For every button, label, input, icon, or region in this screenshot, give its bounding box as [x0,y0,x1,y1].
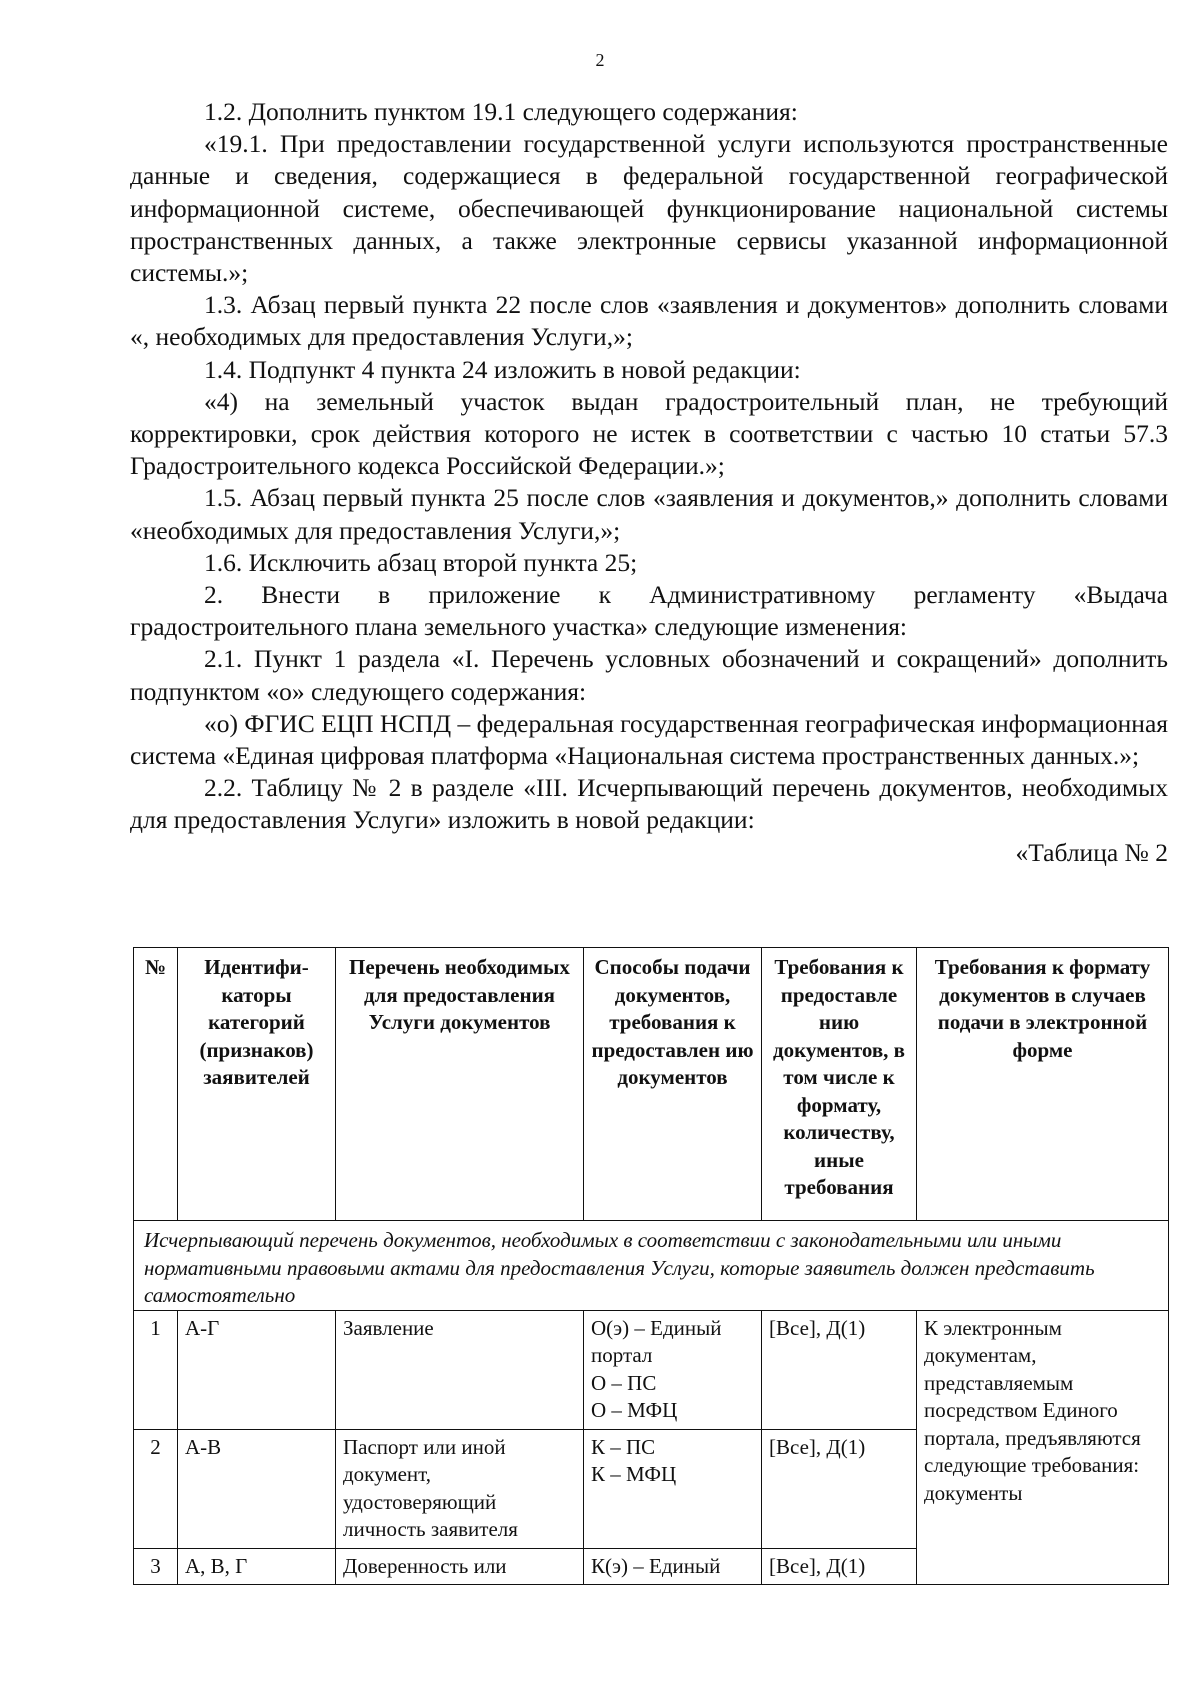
table-header-row [134,948,1169,1221]
row-document: Доверенность или [336,1548,584,1585]
header-requirements: Требования к предоставле нию документов, в том числе к формату, количеству, иные требования [762,948,917,1221]
paragraph-1-6: 1.6. Исключить абзац второй пункта 25; [204,547,638,577]
method-line: К(э) – Единый [591,1553,721,1578]
paragraph-1-5: 1.5. Абзац первый пункта 25 после слов «заявления и документов,» дополнить словами «необходимых для предоставления Услуги,»; [130,483,1168,545]
row-categories: А-В [178,1429,336,1548]
row-number: 1 [134,1310,178,1429]
row-categories: А, В, Г [178,1548,336,1585]
method-line: О – МФЦ [591,1398,678,1422]
method-line: К – МФЦ [591,1462,677,1486]
method-line: О(э) – Единый портал [591,1315,722,1367]
method-line: К – ПС [591,1434,656,1459]
row-methods [584,1548,762,1585]
row-document: Заявление [336,1310,584,1429]
row-methods [584,1310,762,1429]
header-electronic-format: Требования к формату документов в случаев подачи в электронной форме [917,948,1169,1221]
electronic-format-requirements: К электронным документам, представляемым посредством Единого портала, предъявляются следующие требования: документы [917,1310,1169,1585]
paragraph-19-1: «19.1. При предоставлении государственной услуги используются пространственные данные и сведения, содержащиеся в федеральной государственной географической информационной системе, обеспечивающей функционирование национальной системы пространственных данных, а также электронные сервисы указанной информационной системы.»; [130,129,1168,288]
paragraph-1-2: 1.2. Дополнить пунктом 19.1 следующего содержания: [204,97,798,126]
row-requirements: [Все], Д(1) [762,1310,917,1429]
header-documents: Перечень необходимых для предоставления Услуги документов [336,948,584,1221]
header-submission-methods: Способы подачи документов, требования к предоставлен ию документов [584,948,762,1221]
paragraph-1-4: 1.4. Подпункт 4 пункта 24 изложить в новой редакции: [204,354,801,384]
row-methods [584,1429,762,1548]
paragraph-2: 2. Внести в приложение к Административному регламенту «Выдача градостроительного плана земельного участка» следующие изменения: [130,580,1168,642]
row-document: Паспорт или иной документ, удостоверяющий личность заявителя [336,1429,584,1548]
table-caption: «Таблица № 2 [1015,837,1168,867]
paragraph-sub-4: «4) на земельный участок выдан градостроительный план, не требующий корректировки, срок действия которого не истек в соответствии с частью 10 статьи 57.3 Градостроительного кодекса Российской Федерации.»; [130,386,1168,481]
row-requirements: [Все], Д(1) [762,1429,917,1548]
paragraph-sub-o: «о) ФГИС ЕЦП НСПД – федеральная государственная географическая информационная система «Единая цифровая платформа «Национальная система пространственных данных.»; [130,708,1168,771]
paragraph-1-3: 1.3. Абзац первый пункта 22 после слов «заявления и документов» дополнить словами «, необходимых для предоставления Услуги,»; [130,290,1168,352]
method-line: О – ПС [591,1370,657,1395]
page-number: 2 [595,50,605,70]
row-number: 2 [134,1429,178,1548]
header-number: № [134,948,178,1221]
row-number: 3 [134,1548,178,1585]
row-categories: А-Г [178,1310,336,1429]
documents-table [133,947,1169,1585]
table-row [134,1310,1169,1429]
header-categories: Идентифи-каторы категорий (признаков) заявителей [178,948,336,1221]
section-row [134,1221,1169,1311]
paragraph-2-2: 2.2. Таблицу № 2 в разделе «III. Исчерпывающий перечень документов, необходимых для предоставления Услуги» изложить в новой редакции: [130,773,1168,835]
document-body [130,96,1168,869]
paragraph-2-1: 2.1. Пункт 1 раздела «I. Перечень условных обозначений и сокращений» дополнить подпунктом «о» следующего содержания: [130,644,1168,706]
row-requirements: [Все], Д(1) [762,1548,917,1585]
section-heading: Исчерпывающий перечень документов, необходимых в соответствии с законодательными или иными нормативными правовыми актами для предоставления Услуги, которые заявитель должен представить самостоятельно [134,1221,1169,1311]
